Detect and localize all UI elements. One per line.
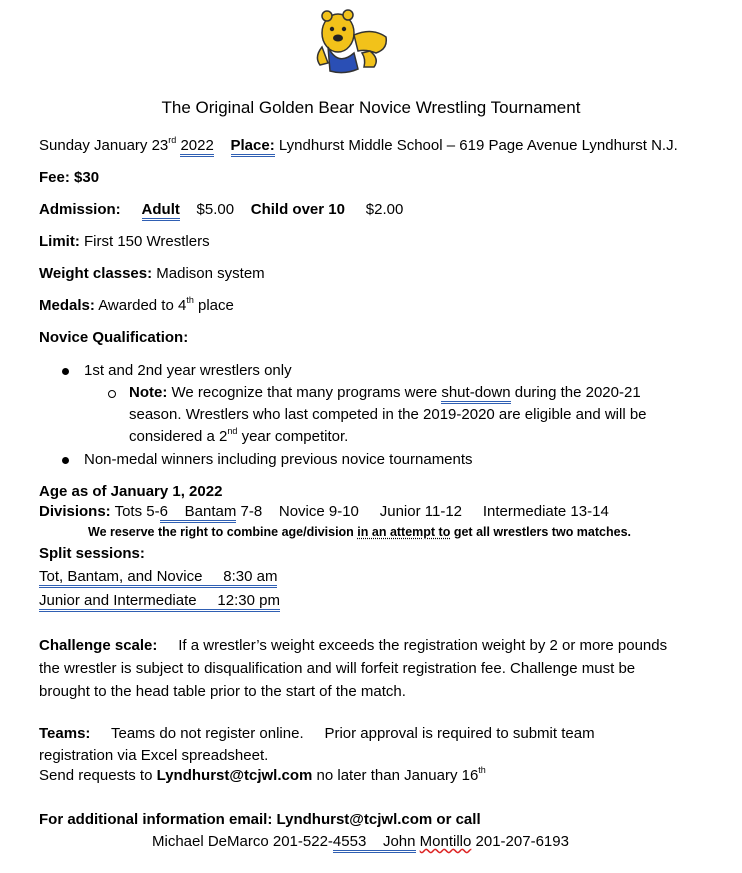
medals-value-post: place bbox=[193, 297, 234, 314]
note-line-3-post: year competitor. bbox=[237, 428, 349, 445]
contact-phone-2: 201-207-6193 bbox=[475, 833, 569, 850]
fee-line bbox=[39, 169, 99, 186]
child-label: Child over 10 bbox=[250, 201, 345, 218]
note-label: Note: bbox=[129, 384, 168, 401]
child-price: $2.00 bbox=[365, 201, 404, 218]
note-line-3-sup: nd bbox=[227, 426, 238, 436]
admission-label: Admission: bbox=[39, 201, 121, 218]
teams-text-3-post: no later than January 16 bbox=[316, 767, 479, 784]
medals-value: Awarded to 4 bbox=[98, 297, 187, 314]
note-line-3 bbox=[129, 428, 348, 445]
limit-value: First 150 Wrestlers bbox=[84, 233, 210, 250]
contact-name-1: Michael DeMarco 201-522- bbox=[152, 833, 333, 850]
contact-phone-1-end-text: 4553 bbox=[332, 833, 367, 850]
challenge-label: Challenge scale: bbox=[39, 637, 158, 654]
note-shut-down: shut-down bbox=[441, 384, 510, 404]
weight-classes-line bbox=[39, 265, 265, 282]
medals-sup: th bbox=[186, 295, 194, 305]
limit-label: Limit: bbox=[39, 233, 80, 250]
reserve-pre: We reserve the right to combine age/division bbox=[88, 525, 354, 539]
challenge-line-2: the wrestler is subject to disqualification and will forfeit registration fee. Challenge must be bbox=[39, 660, 636, 677]
note-line-1 bbox=[129, 384, 641, 401]
division-intermediate: Intermediate 13-14 bbox=[482, 503, 609, 520]
adult-price: $5.00 bbox=[196, 201, 235, 218]
place-value: Lyndhurst Middle School – 619 Page Avenue Lyndhurst N.J. bbox=[278, 137, 678, 154]
medals-line bbox=[39, 297, 234, 314]
challenge-text-1: If a wrestler’s weight exceeds the registration weight by 2 or more pounds bbox=[178, 637, 668, 654]
adult-label: Adult bbox=[142, 201, 180, 221]
contact-line-1 bbox=[39, 811, 481, 828]
bullet-first-second-year: 1st and 2nd year wrestlers only bbox=[84, 362, 292, 379]
reserve-mid: in an attempt to bbox=[357, 525, 451, 539]
division-bantam: Bantam bbox=[184, 503, 237, 520]
teams-text-1: Teams do not register online. Prior approval is required to submit team bbox=[111, 725, 595, 742]
admission-line bbox=[39, 201, 403, 218]
reserve-line bbox=[88, 525, 631, 539]
contact-line-2 bbox=[152, 833, 569, 850]
date-place-line bbox=[39, 137, 678, 154]
session-2: Junior and Intermediate 12:30 pm bbox=[39, 592, 280, 612]
bullet-dot-icon bbox=[62, 457, 69, 464]
novice-qualification-label bbox=[39, 329, 188, 346]
challenge-line-3: brought to the head table prior to the start of the match. bbox=[39, 683, 406, 700]
divisions-label: Divisions: bbox=[39, 503, 111, 520]
division-tots: Tots 5- bbox=[114, 503, 160, 520]
teams-line-3 bbox=[39, 767, 486, 784]
divisions-line bbox=[39, 503, 609, 520]
bullet-dot-icon bbox=[62, 368, 69, 375]
division-tots-end bbox=[160, 503, 237, 523]
fee-label: Fee: $30 bbox=[39, 169, 100, 186]
challenge-line-1 bbox=[39, 637, 667, 654]
golden-bear-mascot-icon bbox=[314, 7, 390, 75]
sub-bullet-circle-icon bbox=[108, 390, 116, 398]
session-1: Tot, Bantam, and Novice 8:30 am bbox=[39, 568, 277, 588]
bullet-non-medal: Non-medal winners including previous novice tournaments bbox=[84, 451, 473, 468]
weight-classes-value: Madison system bbox=[156, 265, 265, 282]
division-novice: Novice 9-10 bbox=[278, 503, 359, 520]
place-label: Place: bbox=[231, 137, 275, 157]
contact-phone-1-end bbox=[333, 833, 416, 853]
contact-name-2-last: Montillo bbox=[419, 833, 472, 850]
teams-text-3-pre: Send requests to bbox=[39, 767, 153, 784]
reserve-post: get all wrestlers two matches. bbox=[453, 525, 631, 539]
split-sessions-heading: Split sessions: bbox=[39, 545, 145, 562]
note-line-3-pre: considered a 2 bbox=[129, 428, 228, 445]
date-year: 2022 bbox=[180, 137, 213, 157]
age-line bbox=[39, 483, 222, 500]
age-text: Age as of January 1, 2022 bbox=[39, 483, 223, 500]
date-day: Sunday January 23 bbox=[39, 137, 169, 154]
division-tots-end-text: 6 bbox=[159, 503, 168, 520]
note-line-2: season. Wrestlers who last competed in the 2019-2020 are eligible and will be bbox=[129, 406, 647, 423]
teams-line-2: registration via Excel spreadsheet. bbox=[39, 747, 269, 764]
note-text-pre: We recognize that many programs were bbox=[171, 384, 438, 401]
division-bantam-ages: 7-8 bbox=[240, 503, 263, 520]
limit-line bbox=[39, 233, 210, 250]
note-text-post: during the 2020-21 bbox=[514, 384, 641, 401]
date-suffix: rd bbox=[168, 135, 177, 145]
weight-classes-label: Weight classes: bbox=[39, 265, 153, 282]
medals-label: Medals: bbox=[39, 297, 95, 314]
teams-text-3-sup: th bbox=[478, 765, 486, 775]
division-junior: Junior 11-12 bbox=[379, 503, 463, 520]
teams-email: Lyndhurst@tcjwl.com bbox=[156, 767, 313, 784]
page-title: The Original Golden Bear Novice Wrestling Tournament bbox=[161, 98, 581, 117]
contact-name-2-first: John bbox=[382, 833, 416, 850]
teams-label: Teams: bbox=[39, 725, 91, 742]
contact-heading: For additional information email: Lyndhurst@tcjwl.com or call bbox=[39, 811, 481, 828]
novice-qualification-heading: Novice Qualification: bbox=[39, 329, 189, 346]
split-sessions-label bbox=[39, 545, 145, 562]
teams-line-1 bbox=[39, 725, 595, 742]
